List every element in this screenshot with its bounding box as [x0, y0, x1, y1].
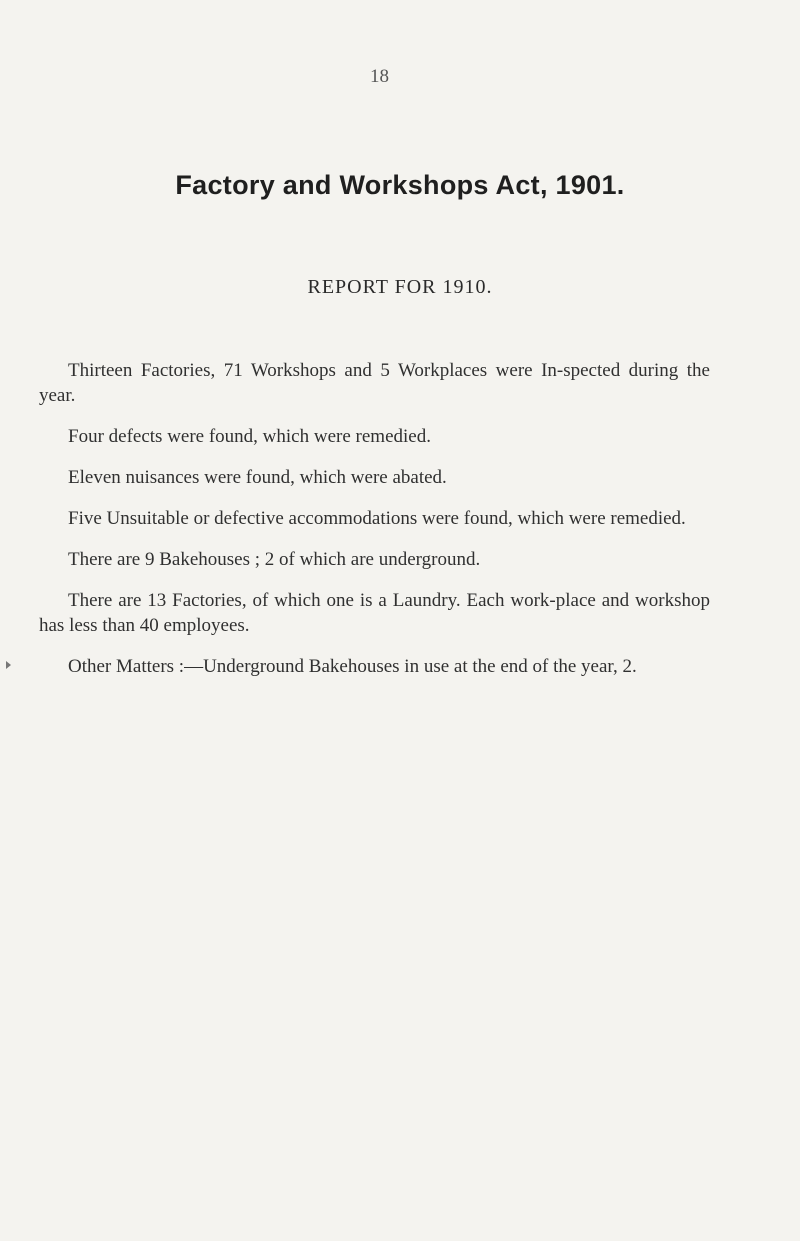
paragraph-accommodations: Five Unsuitable or defective accommodations were found, which were remedied.: [68, 508, 686, 529]
margin-mark: [6, 661, 11, 669]
paragraph-bakehouses: There are 9 Bakehouses ; 2 of which are underground.: [68, 549, 481, 570]
paragraph-defects: Four defects were found, which were remedied.: [68, 426, 431, 447]
paragraph-other-matters: Other Matters :—Underground Bakehouses in use at the end of the year, 2.: [68, 656, 637, 677]
paragraph-factories: There are 13 Factories, of which one is a Laundry. Each work-place and workshop has less than 40 employees.: [39, 590, 710, 636]
report-body: [39, 358, 710, 695]
report-subtitle: REPORT FOR 1910.: [307, 276, 493, 298]
paragraph-nuisances: Eleven nuisances were found, which were abated.: [68, 467, 447, 488]
page-number: 18: [370, 66, 389, 87]
paragraph-inspections: Thirteen Factories, 71 Workshops and 5 Workplaces were In-spected during the year.: [39, 360, 710, 406]
document-title: Factory and Workshops Act, 1901.: [175, 170, 625, 200]
